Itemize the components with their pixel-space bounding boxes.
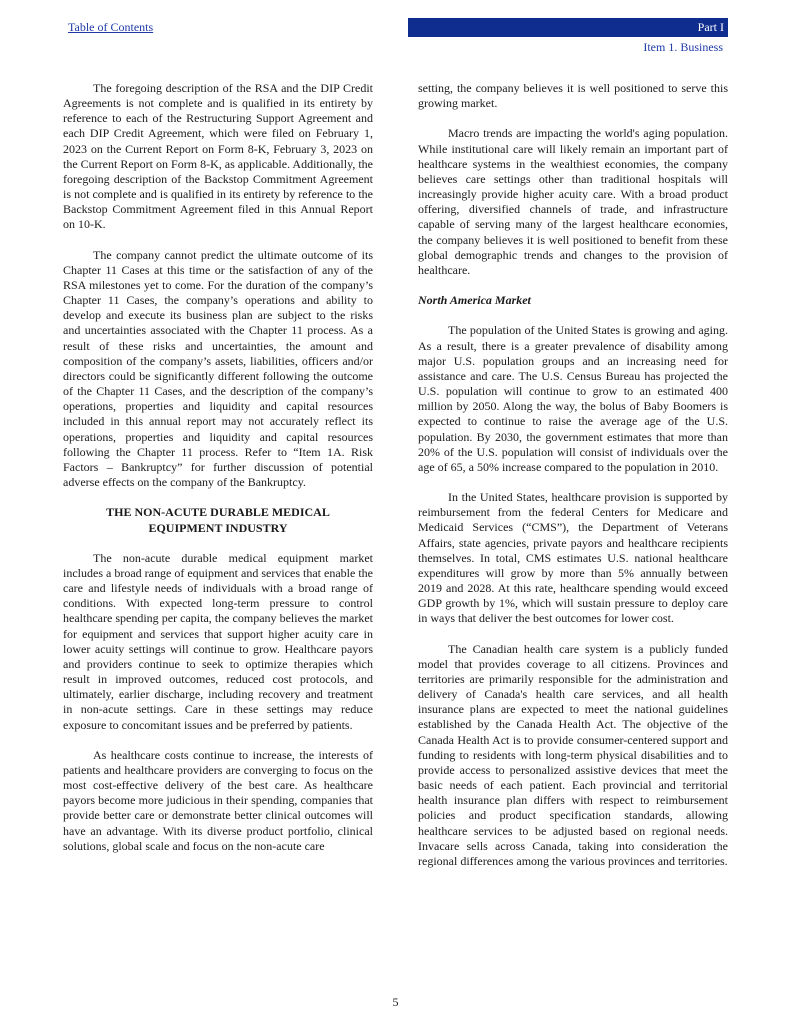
paragraph-rsa-description: The foregoing description of the RSA and the DIP Credit Agreements is not complete and is qualified in its entirety by reference to each of the Restructuring Support Agreement and each DIP Credit Agreement, which were filed on February 1, 2023 on the Current Report on Form 8-K, February 3, 2023 on the Current Report on Form 8-K, as applicable. Additionally, the foregoing description of the Backstop Commitment Agreement is not complete and is qualified in its entirety by reference to the Backstop Commitment Agreement filed in this Annual Report on 10-K.	[63, 81, 373, 232]
section-heading-line-2: EQUIPMENT INDUSTRY	[148, 520, 288, 535]
section-heading-line-1: THE NON-ACUTE DURABLE MEDICAL	[106, 505, 330, 520]
paragraph-macro-trends: Macro trends are impacting the world's aging population. While institutional care will likely remain an important part of healthcare systems in the wealthiest economies, the company believes care settings other than traditional hospitals will increasingly provide higher acuity care. With a broad product offering, diversified channels of trade, and infrastructure capable of serving many of the largest healthcare economies, the company believes it is well positioned to benefit from these global demographic trends and changes to the provision of healthcare.	[418, 126, 728, 277]
part-label: Part I	[697, 20, 724, 34]
subheading-north-america: North America Market	[418, 293, 531, 308]
paragraph-us-healthcare-provision: In the United States, healthcare provision is supported by reimbursement from the federal Centers for Medicare and Medicaid Services (“CMS”), the Department of Veterans Affairs, state agencies, private payors and healthcare recipients themselves. In total, CMS estimates U.S. national healthcare expenditures will grow by more than 5% annually between 2019 and 2028. At this rate, healthcare spending would exceed GDP growth by 1%, which will sustain pressure to deploy care in ways that deliver the best outcomes for lower cost.	[418, 490, 728, 626]
paragraph-healthcare-costs: As healthcare costs continue to increase, the interests of patients and healthcare providers are converging to focus on the most cost-effective delivery of the best care. As healthcare payors become more judicious in their spending, companies that provide better care or demonstrate better clinical outcomes will have an advantage. With its diverse product portfolio, clinical solutions, global scale and focus on the non-acute care	[63, 747, 373, 853]
page-number: 5	[392, 995, 399, 1009]
paragraph-continuation: setting, the company believes it is well positioned to serve this growing market.	[418, 81, 728, 111]
paragraph-canadian-healthcare: The Canadian health care system is a publicly funded model that provides coverage to all citizens. Provinces and territories are primarily responsible for the administration and delivery of Canada's health care services, and all health insurance plans are expected to meet the national guidelines established by the Canada Health Act. The objective of the Canada Health Act is to provide consumer-centered support and funding to residents with long-term physical disabilities and to provide access to personalized assistive devices that meet the basic needs of each patient. Each provincial and territorial health insurance plan differs with respect to reimbursement policies and product specification standards, allowing healthcare services to be adjusted based on regional needs. Invacare sells across Canada, taking into consideration the regional differences among the various provinces and territories.	[418, 641, 728, 868]
paragraph-market-overview: The non-acute durable medical equipment market includes a broad range of equipment and services that enable the care and lifestyle needs of individuals with a broad range of conditions. With expected long-term pressure to control healthcare spending per capita, the company believes the market for equipment and services that support higher acuity care in lower acuity settings will continue to grow. Healthcare payors and providers continue to seek to optimize therapies which result in improved outcomes, reduced cost protocols, and ultimately, earlier discharge, including recovery and treatment in non-acute settings. Care in these settings may reduce exposure to concomitant issues and be preferred by patients.	[63, 550, 373, 732]
table-of-contents-link[interactable]: Table of Contents	[68, 20, 154, 34]
paragraph-chapter-11-outcome: The company cannot predict the ultimate outcome of its Chapter 11 Cases at this time or the satisfaction of any of the RSA milestones yet to come. For the duration of the company’s Chapter 11 Cases, the company’s operations and ability to develop and execute its business plan are subject to the risks and uncertainties associated with the Chapter 11 process. As a result of these risks and uncertainties, the amount and composition of the company’s assets, liabilities, officers and/or directors could be significantly different following the outcome of the Chapter 11 Cases, and the description of the company’s operations, properties and liquidity and capital resources included in this annual report may not accurately reflect its operations, properties and liquidity and capital resources following the Chapter 11 process. Refer to “Item 1A. Risk Factors – Bankruptcy” for further discussion of potential adverse effects on the company of the Bankruptcy.	[63, 247, 373, 490]
item-label: Item 1. Business	[643, 40, 723, 54]
right-column	[418, 81, 728, 869]
paragraph-us-population: The population of the United States is growing and aging. As a result, there is a greater prevalence of disability among major U.S. population groups and an increasing need for assistance and care. The U.S. Census Bureau has projected the U.S. population will continue to grow to an estimated 400 million by 2050. Along the way, the bolus of Baby Boomers is expected to continue to raise the average age of the U.S. population. By 2030, the government estimates that more than 20% of the U.S. population will consist of individuals over the age of 65, a 50% increase compared to the population in 2010.	[418, 323, 728, 474]
section-heading	[63, 505, 373, 535]
left-column	[63, 81, 373, 854]
part-header-band	[408, 18, 728, 37]
